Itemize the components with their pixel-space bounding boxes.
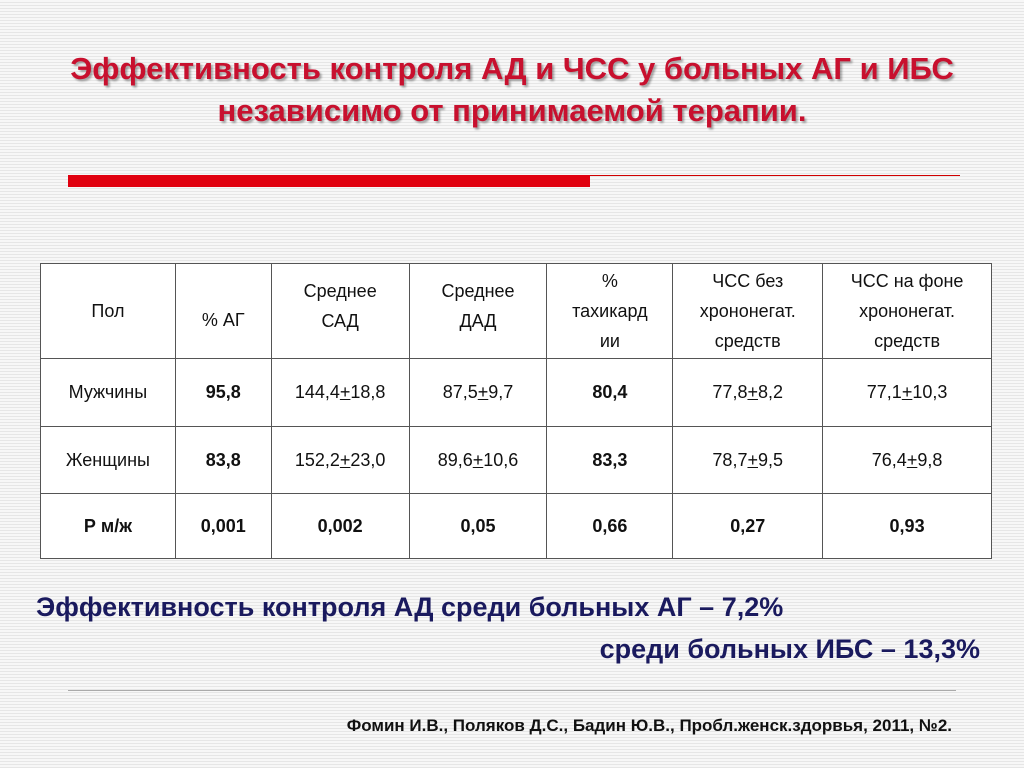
header-hr-without: ЧСС без хрононегат. средств	[673, 264, 823, 359]
row-label-women: Женщины	[41, 427, 176, 494]
header-dad: Среднее ДАД	[409, 264, 547, 359]
title-accent-bar	[68, 175, 590, 187]
cell-p-hr-with: 0,93	[823, 494, 992, 559]
cell-men-tachycardia: 80,4	[547, 359, 673, 427]
header-sex: Пол	[41, 264, 176, 359]
row-label-men: Мужчины	[41, 359, 176, 427]
header-hr-with: ЧСС на фоне хрононегат. средств	[823, 264, 992, 359]
cell-men-hr-with: 77,1+10,3	[823, 359, 992, 427]
cell-men-ag: 95,8	[175, 359, 271, 427]
cell-women-sad: 152,2+23,0	[271, 427, 409, 494]
summary-line-1: Эффективность контроля АД среди больных АГ – 7,2%	[36, 592, 784, 622]
cell-men-sad: 144,4+18,8	[271, 359, 409, 427]
table-row-men	[41, 359, 992, 427]
citation: Фомин И.В., Поляков Д.С., Бадин Ю.В., Пробл.женск.здорвья, 2011, №2.	[346, 716, 952, 735]
header-sad: Среднее САД	[271, 264, 409, 359]
bottom-divider	[68, 690, 956, 691]
cell-p-hr-without: 0,27	[673, 494, 823, 559]
cell-men-dad: 87,5+9,7	[409, 359, 547, 427]
cell-men-hr-without: 77,8+8,2	[673, 359, 823, 427]
cell-women-tachycardia: 83,3	[547, 427, 673, 494]
cell-women-dad: 89,6+10,6	[409, 427, 547, 494]
title-accent-line	[590, 175, 960, 176]
cell-women-ag: 83,8	[175, 427, 271, 494]
table-row-women	[41, 427, 992, 494]
cell-women-hr-with: 76,4+9,8	[823, 427, 992, 494]
header-ag: % АГ	[175, 264, 271, 359]
cell-p-tachycardia: 0,66	[547, 494, 673, 559]
slide-title	[0, 48, 1024, 132]
cell-women-hr-without: 78,7+9,5	[673, 427, 823, 494]
header-tachycardia: % тахикард ии	[547, 264, 673, 359]
slide-title-line-2: независимо от принимаемой терапии.	[217, 93, 807, 128]
cell-p-sad: 0,002	[271, 494, 409, 559]
table-row-p-value	[41, 494, 992, 559]
summary-line-2: среди больных ИБС – 13,3%	[599, 634, 980, 664]
cell-p-dad: 0,05	[409, 494, 547, 559]
slide-title-line-1: Эффективность контроля АД и ЧСС у больных АГ и ИБС	[70, 51, 954, 86]
row-label-p: Р м/ж	[41, 494, 176, 559]
table-header-row	[41, 264, 992, 359]
results-table	[40, 263, 992, 559]
cell-p-ag: 0,001	[175, 494, 271, 559]
